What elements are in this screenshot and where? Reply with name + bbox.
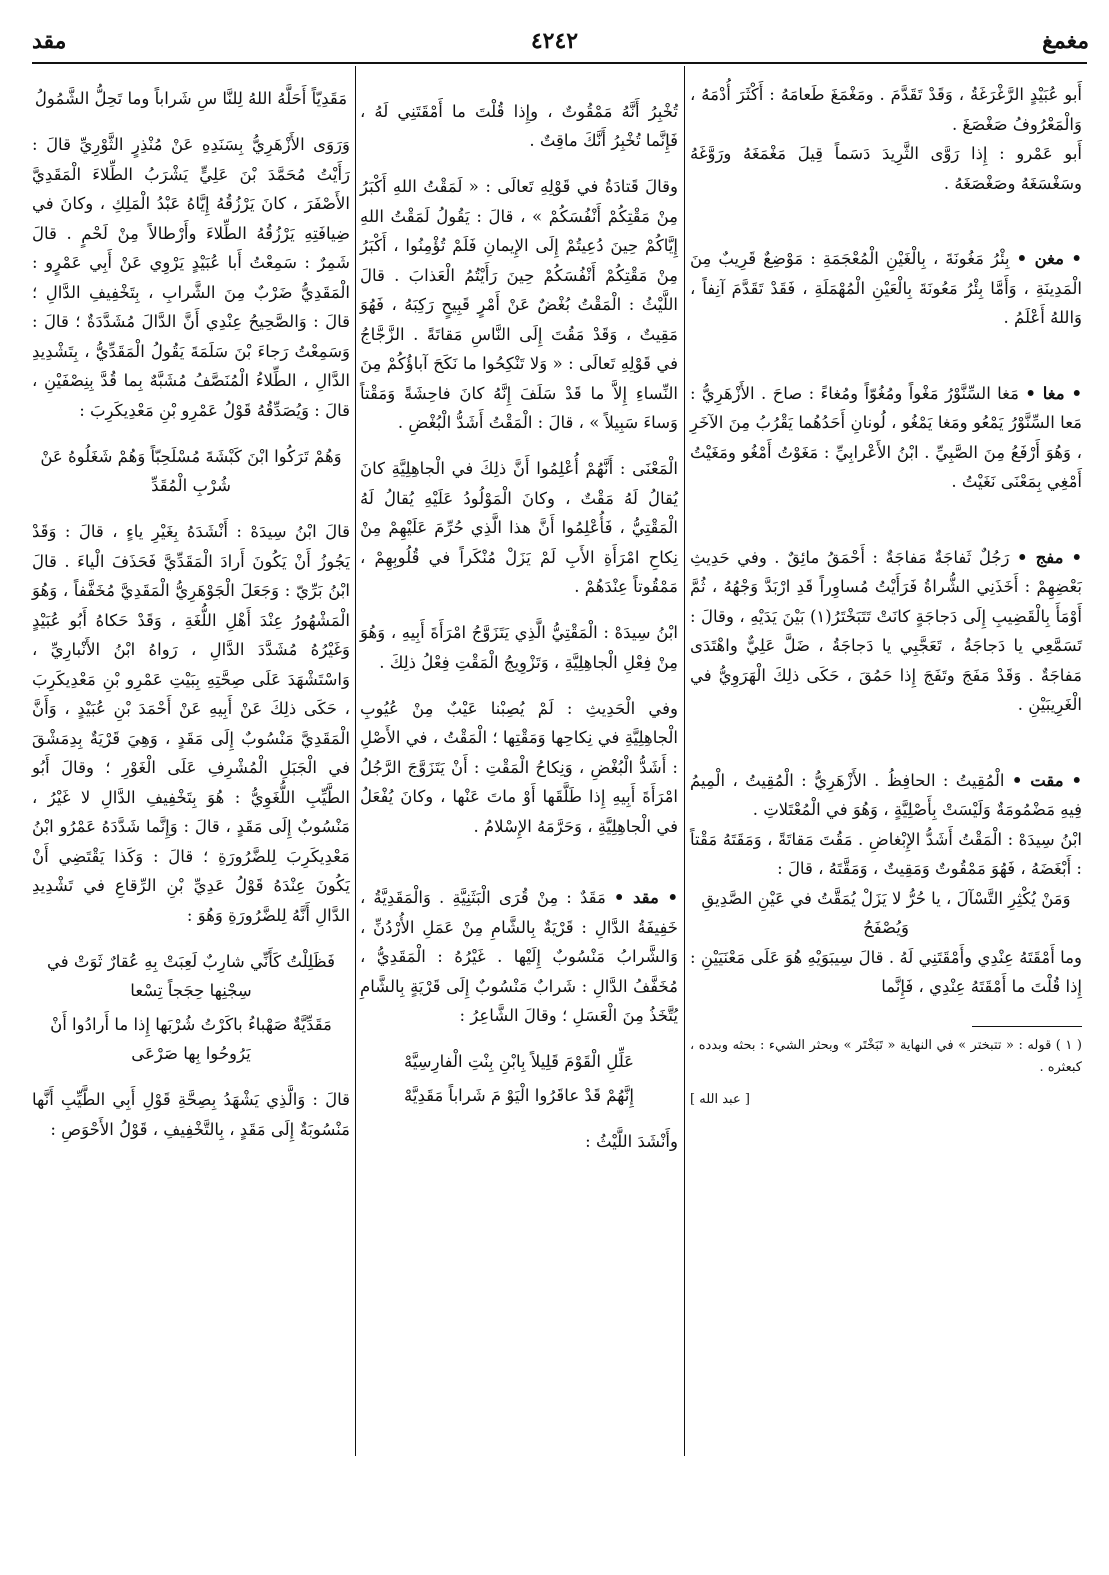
- paragraph: الْمَعْنَى : أَنَّهُمْ أُعْلِمُوا أَنَّ ذلِكَ في الْجاهِلِيَّةِ كانَ يُقالُ لَهُ مَقْتٌ ، وكانَ الْمَوْلُودُ عَلَيْهِ يُقالُ لَهُ الْمَقْتِيُّ ، فَأُعْلِمُوا أَنَّ هذا الَّذِي حُرِّمَ عَلَيْهِمْ مِنْ نِكاحِ امْرَأَةِ الأَبِ لَمْ يَزَلْ مُنْكَراً في قُلُوبِهِمْ ، مَمْقُوتاً عِنْدَهُمْ .: [360, 459, 678, 596]
- entry-mghmgh: [690, 80, 1082, 198]
- paragraph: أَبو عُبَيْدٍ الرَّغْرَغَةُ ، وَقَدْ تَقَدَّمَ . ومَغْمَغَ طَعامَهُ : أَكْثَرَ أُدْمَهُ ، وَالْمَعْرُوفُ صَغْصَغَ .: [690, 85, 1082, 134]
- verse: مَقَدِّيَّةٌ صَهْباءُ باكَرْتُ شُرْبَها إِذا ما أَرادُوا أَنْ يَرُوحُوا بِها صَرْعَى: [50, 1014, 332, 1063]
- paragraph: [690, 244, 1082, 333]
- paragraph: ابْنُ سِيدَهْ : الْمَقْتُ أَشَدُّ الإِبْغاضِ . مَقُتَ مَقاتَةً ، وَمَقَتَهُ مَقْتاً : أَبْغَضَهُ ، فَهُوَ مَمْقُوتٌ وَمَقِيتٌ ، وَمَقَّتَهُ ، قالَ :: [690, 829, 1082, 878]
- entry-mfj: [690, 543, 1082, 720]
- headword: • مقد •: [613, 888, 678, 907]
- paragraph: ابْنُ سِيدَهْ : الْمَقْتِيُّ الَّذِي يَتَزَوَّجُ امْرَأَةَ أَبِيهِ ، وَهُوَ مِنْ فِعْلِ الْجاهِلِيَّةِ ، وَتَزْوِيجُ الْمَقْتِ فِعْلُ ذلِكَ .: [360, 623, 678, 672]
- header-rule: [32, 62, 1087, 64]
- headword: • مغا •: [1025, 383, 1082, 403]
- paragraph: [360, 883, 678, 1031]
- paragraph: وقالَ قَتادَةُ في قَوْلِهِ تَعالَى : « لَمَقْتُ اللهِ أَكْبَرُ مِنْ مَقْتِكُمْ أَنْفُسَكُمْ » ، قالَ : يَقُولُ لَمَقْتُ اللهِ إِيَّاكُمْ حِينَ دُعِيتُمْ إِلَى الإِيمانِ فَلَمْ تُؤْمِنُوا ، أَكْبَرُ مِنْ مَقْتِكُمْ أَنْفُسَكُمْ حِينَ رَأَيْتُمُ الْعَذابَ . قالَ اللَّيْثُ : الْمَقْتُ بُغْضٌ عَنْ أَمْرٍ قَبِيحٍ رَكِبَهُ ، فَهُوَ مَقِيتٌ ، وَقَدْ مَقُتَ إِلَى النَّاسِ مَقاتَةً . الزَّجَّاجُ في قَوْلِهِ تَعالَى : « وَلا تَنْكِحُوا ما نَكَحَ آباؤُكُمْ مِنَ النِّساءِ إِلاَّ ما قَدْ سَلَفَ إِنَّهُ كانَ فاحِشَةً وَمَقْتاً وَساءَ سَبِيلاً » ، قالَ : الْمَقْتُ أَشَدُّ الْبُغْضِ .: [360, 177, 678, 432]
- paragraph: [690, 766, 1082, 825]
- entry-mqt: [690, 766, 1082, 1002]
- paragraph: تُخْبِرُ أَنَّهُ مَمْقُوتٌ ، وإِذا قُلْتَ ما أَمْقَتَنِي لَهُ ، فَإِنَّما تُخْبِرُ أَنَّكَ ماقِتٌ .: [360, 101, 678, 150]
- entry-mgha: [690, 379, 1082, 497]
- paragraph: قالَ : وَالَّذِي يَشْهَدُ بِصِحَّةِ قَوْلِ أَبِي الطَّيِّبِ أَنَّها مَنْسُوبَةٌ إِلَى مَقَدٍ ، بِالتَّخْفِيفِ ، قَوْلُ الأَحْوَصِ :: [32, 1090, 350, 1139]
- entry-text: مَقَدٌ : مِنْ قُرَى الْبَثَنِيَّةِ . وَالْمَقَدِيَّةُ ، خَفِيفَةُ الدَّالِ : قَرْيَةٌ بِالشَّامِ مِنْ عَمَلِ الأُرْدُنِّ ، وَالشَّرابُ مَنْسُوبٌ إِلَيْها . غَيْرُهُ : الْمَقَدِيُّ ، مُخَفَّفُ الدَّالِ : شَرابٌ مَنْسُوبٌ إِلَى قَرْيَةٍ بِالشَّامِ يُتَّخَذُ مِنَ الْعَسَلِ ؛ وقالَ الشَّاعِرُ :: [360, 888, 678, 1025]
- footnote: ( ١ ) قوله : « تتبختر » في النهاية « تَبَخْتَر » وبحثر الشيء : بحثه وبدده ، كبعثره .: [690, 1037, 1082, 1075]
- verse: فَظَلِلْتُ كَأَنِّي شارِبٌ لَعِبَتْ بِهِ عُقارٌ ثَوَتْ في سِجْنِها حِجَجاً تِسْعا: [47, 951, 335, 1000]
- verse: عَلِّلِ الْقَوْمَ قَلِيلاً بِابْنِ بِنْتِ الْفارِسِيَّهْ: [403, 1052, 635, 1071]
- verse: وَمَنْ يُكْثِرِ التَّسْآلَ ، يا حُرُّ لا يَزَلْ يُمَقَّتُ في عَيْنِ الصَّدِيقِ وَيُصْفَحُ: [701, 888, 1071, 937]
- column-divider-left: [355, 66, 356, 1456]
- headword: • مقت •: [1011, 770, 1083, 790]
- paragraph: وَرَوَى الأَزْهَرِيُّ بِسَنَدِهِ عَنْ مُنْذِرٍ الثَّوْرِيِّ قالَ : رَأَيْتُ مُحَمَّدَ بْنَ عَلِيٍّ يَشْرَبُ الطِّلاءَ الْمَقَدِيَّ الأَصْفَرَ ، كانَ يَرْزُقُهُ إِيَّاهُ عَبْدُ الْمَلِكِ ، وكانَ في ضِيافَتِهِ يَرْزُقُهُ الطِّلاءَ وأَرْطالاً مِنْ لَحْمٍ . قالَ شَمِرٌ : سَمِعْتُ أَبا عُبَيْدٍ يَرْوِي عَنْ أَبِي عَمْرٍو : الْمَقَدِيُّ ضَرْبٌ مِنَ الشَّرابِ ، بِتَخْفِيفِ الدَّالِ ؛ قالَ : وَالصَّحِيحُ عِنْدِي أَنَّ الدَّالَ مُشَدَّدَةٌ ؛ قالَ : وَسَمِعْتُ رَجاءَ بْنَ سَلَمَةَ يَقُولُ الْمَقَدِّيُّ ، بِتَشْدِيدِ الدَّالِ ، الطِّلاءُ الْمُنَصَّفُ مُشَبَّهٌ بِما قُدَّ بِنِصْفَيْنِ ، قالَ : وَيُصَدِّقُهُ قَوْلُ عَمْرِو بْنِ مَعْدِيكَرِبَ :: [32, 135, 350, 420]
- paragraph: وفي الْحَدِيثِ : لَمْ يُصِبْنا عَيْبٌ مِنْ عُيُوبِ الْجاهِلِيَّةِ في نِكاحِها وَمَقْتِها ؛ الْمَقْتُ ، في الأَصْلِ : أَشَدُّ الْبُغْضِ ، وَنِكاحُ الْمَقْتِ : أَنْ يَتَزَوَّجَ الرَّجُلُ امْرَأَةَ أَبِيهِ إِذا طَلَّقَها أَوْ ماتَ عَنْها ، وكانَ يُفْعَلُ في الْجاهِلِيَّةِ ، وَحَرَّمَهُ الإِسْلامُ .: [360, 698, 678, 836]
- column-left: [32, 80, 350, 1161]
- column-divider-right: [684, 66, 685, 1456]
- verse: وَهُمْ تَرَكُوا ابْنَ كَبْشَةَ مُسْلَحِبّاً وَهُمْ شَغَلُوهُ عَنْ شُرْبِ الْمُقَدِّ: [40, 446, 342, 495]
- entry-mghn: [690, 244, 1082, 333]
- entry-text: رَجُلٌ ثَفاجَةٌ مَفاجَةٌ : أَحْمَقُ مائِقٌ . وفي حَدِيثِ بَعْضِهِمْ : أَخَذَنِي الشُّراةُ فَرَأَيْتُ مُساوِراً قَدِ ارْبَدَّ وَجْهُهُ ، ثُمَّ أَوْمَأَ بِالْقَضِيبِ إِلَى دَجاجَةٍ كانَتْ تَتَبَخْتَرُ(١) بَيْنَ يَدَيْهِ ، وقالَ : تَسَمَّعِي يا دَجاجَةُ ، تَعَجَّبِي يا دَجاجَةُ ، ضَلَّ عَلِيٌّ واهْتَدَى مَفاجَةٌ . وَقَدْ مَفَجَ وتَفَجَ إِذا حَمُقَ ، حَكَى ذلِكَ الْهَرَوِيُّ في الْغَرِيبَيْنِ .: [690, 547, 1082, 714]
- editor-signature: [ عبد الله ]: [690, 1091, 750, 1107]
- paragraph: قالَ ابْنُ سِيدَهْ : أَنْشَدَهُ بِغَيْرِ ياءٍ ، قالَ : وَقَدْ يَجُوزُ أَنْ يَكُونَ أَرادَ الْمَقَدِّيَّ فَحَذَفَ الْياءَ . قالَ ابْنُ بَرِّيّ : وَجَعَلَ الْجَوْهَرِيُّ الْمَقَدِيَّ مُخَفَّفاً ، وَهُوَ الْمَشْهُورُ عِنْدَ أَهْلِ اللُّغَةِ ، وَقَدْ حَكاهُ أَبُو عُبَيْدٍ وَغَيْرُهُ مُشَدَّدَ الدَّالِ ، رَواهُ ابْنُ الأَنْبارِيِّ ، وَاسْتَشْهَدَ عَلَى صِحَّتِهِ بِبَيْتِ عَمْرِو بْنِ مَعْدِيكَرِبَ ، حَكَى ذلِكَ عَنْ أَبِيهِ عَنْ أَحْمَدَ بْنِ عُبَيْدٍ ، وَأَنَّ الْمَقَدِيَّ مَنْسُوبٌ إِلَى مَقَدٍ ، وَهِيَ قَرْيَةٌ بِدِمَشْقَ في الْجَبَلِ الْمُشْرِفِ عَلَى الْغَوْرِ ؛ وقالَ أَبُو الطَّيِّبِ اللُّغَوِيُّ : هُوَ بِتَخْفِيفِ الدَّالِ لا غَيْرُ ، مَنْسُوبٌ إِلَى مَقَدٍ ، قالَ : وَإِنَّما شَدَّدَهُ عَمْرُو ابْنُ مَعْدِيكَرِبَ لِلضَّرُورَةِ ؛ قالَ : وَكَذا يَقْتَضِي أَنْ يَكُونَ عِنْدَهُ قَوْلُ عَدِيِّ بْنِ الرِّقاعِ في تَشْدِيدِ الدَّالِ أَنَّهُ لِلضَّرُورَةِ وَهُوَ :: [32, 522, 350, 925]
- page-header-right-guideword: مغمغ: [1042, 28, 1089, 54]
- column-right: [690, 80, 1082, 1114]
- entry-mqd: [360, 883, 678, 1156]
- entry-text: الْمُقِيتُ : الحافِظُ . الأَزْهَرِيُّ : الْمُقِيتُ ، الْمِيمُ فِيهِ مَضْمُومَةٌ وَلَيْسَتْ بِأَصْلِيَّةٍ ، وَهُوَ في الْمُعْتَلاتِ .: [690, 770, 1082, 819]
- verse: إِنَّهُمْ قَدْ عاقَرُوا الْيَوْ مَ شَراباً مَقَدِيَّهْ: [404, 1085, 634, 1105]
- paragraph: [690, 543, 1082, 720]
- column-middle: [360, 80, 678, 1173]
- verse: مَقَدِيّاً أَحَلَّهُ اللهُ لِلنَّا سِ شَراباً وما تَحِلُّ الشَّمُولُ: [34, 89, 348, 108]
- paragraph: [690, 379, 1082, 497]
- paragraph: وما أَمْقَتَهُ عِنْدِي وأَمْقَتَنِي لَهُ . قالَ سِيبَوَيْهِ هُوَ عَلَى مَعْنَيَيْنِ : إِذا قُلْتَ ما أَمْقَتَهُ عِنْدِي ، فَإِنَّما: [690, 947, 1082, 996]
- headword: • مغن •: [1016, 249, 1082, 268]
- headword: • مفج •: [1017, 547, 1083, 567]
- page-header-left-guideword: مقد: [32, 28, 67, 54]
- entry-text: مَغا السِّنَّوْرُ مَغْواً ومُغُوّاً ومُغاءً : صاحَ . الأَزْهَرِيُّ : مَعا السِّنَّوْرُ يَمْعُو ومَغا يَمْغُو ، لُونانِ أَحَدُهُما يَقْرُبُ مِنَ الآخَرِ ، وَهُوَ أَرْفَعُ مِنَ الصَّبِيِّ . ابْنُ الأَعْرابِيِّ : مَغَوْتُ أَمْغُو ومَغَيْتُ أَمْغِي بِمَعْنَى نَغَيْتُ .: [690, 383, 1082, 491]
- footnote-rule: [972, 1026, 1082, 1027]
- paragraph: أَبو عَمْرو : إِذا رَوَّى الثَّرِيدَ دَسَماً قِيلَ مَغْمَغَهُ ورَوَّغَهُ وسَغْسَغَهُ وصَغْصَغَهُ .: [690, 144, 1082, 193]
- paragraph: وأَنْشَدَ اللَّيْثُ :: [585, 1131, 678, 1151]
- entry-text: بِئْرُ مَغُونَةَ ، بِالْغَيْنِ الْمُعْجَمَةِ : مَوْضِعٌ قَرِيبٌ مِنَ الْمَدِينَةِ ، وَأَمَّا بِئْرُ مَعُونَةَ بِالْعَيْنِ الْمُهْمَلَةِ ، فَقَدْ تَقَدَّمَ آنِفاً ، وَاللهُ أَعْلَمُ .: [690, 249, 1082, 327]
- page-number: ٤٢٤٢: [530, 28, 579, 54]
